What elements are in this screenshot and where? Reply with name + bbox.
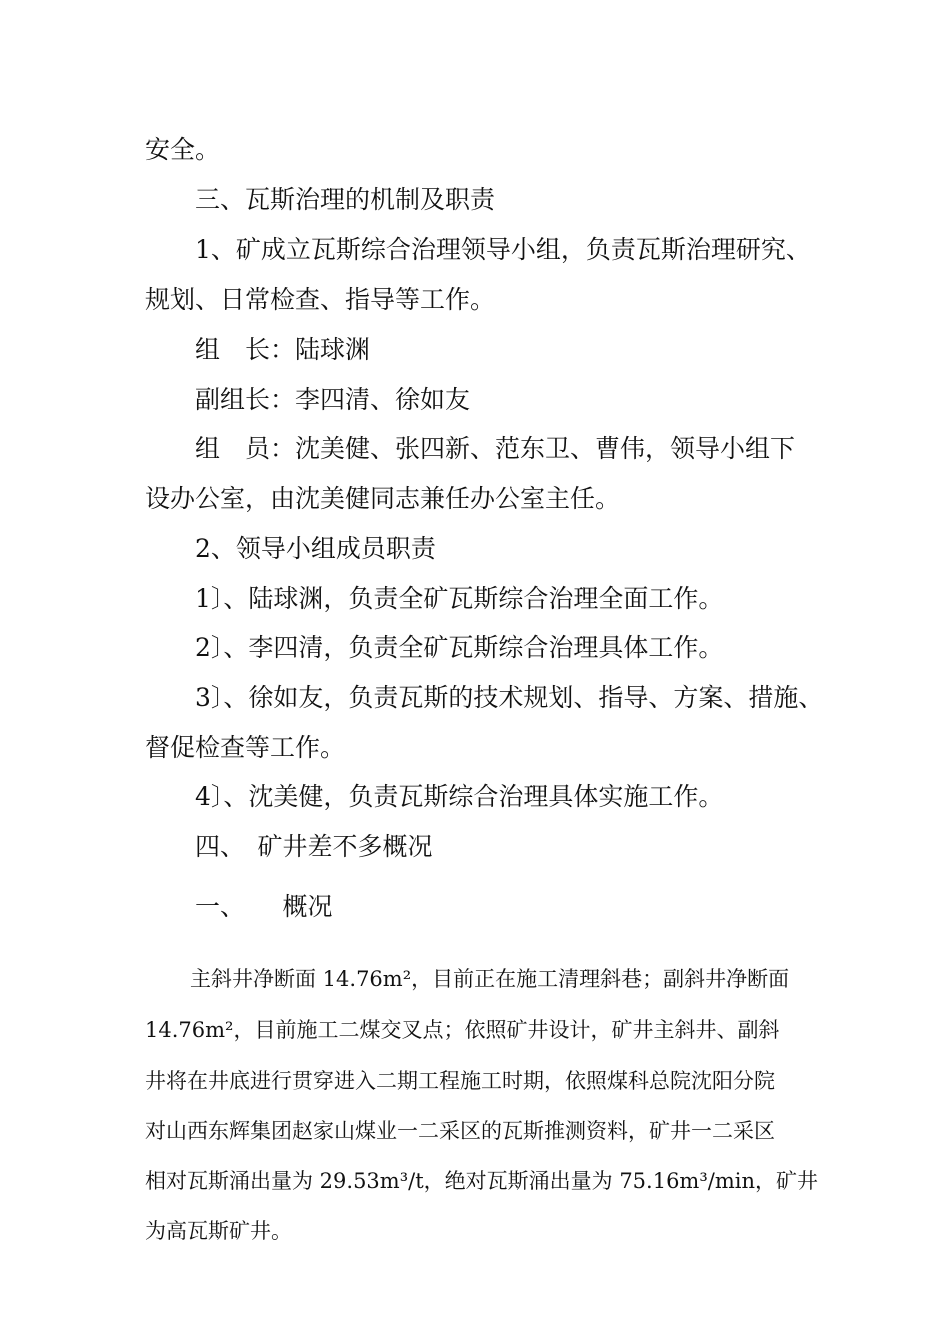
text-line: 主斜井净断面 14.76m²，目前正在施工清理斜巷；副斜井净断面 bbox=[190, 967, 790, 991]
text-line: 副组长：李四清、徐如友 bbox=[195, 385, 471, 414]
text-line: 规划、日常检查、指导等工作。 bbox=[145, 285, 496, 314]
section-heading: 三、瓦斯治理的机制及职责 bbox=[195, 185, 496, 214]
text-line: 督促检查等工作。 bbox=[145, 733, 346, 762]
text-line: 组 员：沈美健、张四新、范东卫、曹伟，领导小组下 bbox=[195, 434, 796, 463]
text-line: 3〕、徐如友，负责瓦斯的技术规划、指导、方案、措施、 bbox=[195, 683, 824, 712]
text-line: 2、领导小组成员职责 bbox=[195, 534, 436, 563]
text-line: 相对瓦斯涌出量为 29.53m³/t，绝对瓦斯涌出量为 75.16m³/min，矿井 bbox=[145, 1169, 818, 1193]
text-line: 为高瓦斯矿井。 bbox=[145, 1219, 292, 1243]
text-line: 安全。 bbox=[145, 135, 221, 164]
text-line: 设办公室，由沈美健同志兼任办公室主任。 bbox=[145, 484, 621, 513]
section-heading: 四、 矿井差不多概况 bbox=[195, 832, 433, 861]
text-line: 4〕、沈美健，负责瓦斯综合治理具体实施工作。 bbox=[195, 782, 724, 811]
text-line: 14.76m²，目前施工二煤交叉点；依照矿井设计，矿井主斜井、副斜 bbox=[145, 1018, 780, 1042]
text-line: 1〕、陆球渊，负责全矿瓦斯综合治理全面工作。 bbox=[195, 584, 724, 613]
text-line: 对山西东辉集团赵家山煤业一二采区的瓦斯推测资料，矿井一二采区 bbox=[145, 1119, 775, 1143]
text-line: 1、矿成立瓦斯综合治理领导小组，负责瓦斯治理研究、 bbox=[195, 235, 811, 264]
text-line: 井将在井底进行贯穿进入二期工程施工时期，依照煤科总院沈阳分院 bbox=[145, 1069, 775, 1093]
section-heading: 一、 概况 bbox=[195, 892, 333, 921]
text-line: 2〕、李四清，负责全矿瓦斯综合治理具体工作。 bbox=[195, 633, 724, 662]
text-line: 组 长：陆球渊 bbox=[195, 335, 371, 364]
